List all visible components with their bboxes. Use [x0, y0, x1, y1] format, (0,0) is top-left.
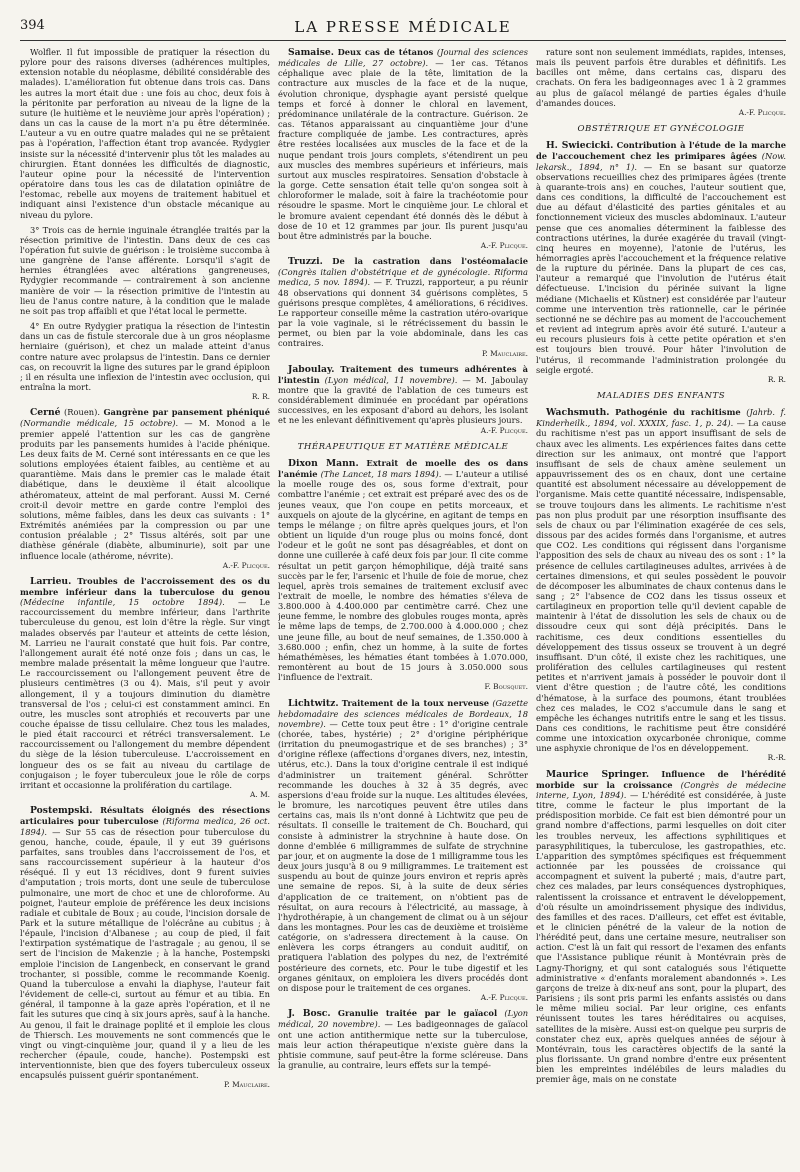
article-text: — L'auteur a utilisé la moelle rouge des os, sous forme d'extrait, pour combattre l'anémie ; cet extrait est préparé avec des os de jeunes veaux, que l'on coupe en petits morceaux, et auxquels on ajoute de la glycérine, en agitant de temps en temps le mélange ; on filtre après quelques jours, et l'on obtient un liquide d'un rouge plus ou moins foncé, dont l'odeur et le goût ne sont pas désagréables, et dont on donne une cuillerée à café deux fois par jour. Il cite comme résultat un petit garçon hémophilique, déjà traité sans succès par le fer, l'arsenic et l'huile de foie de morue, chez lequel, après trois semaines de traitement exclusif avec l'extrait de moelle, le nombre des hématies s'éleva de 3.800.000 à 4.400.000 par centimètre carré. Chez une jeune femme, le nombre des globules rouges monta, après le même laps de temps, de 2.700.000 à 4.000.000 ; chez une jeune fille, au bout de neuf semaines, de 1.350.000 à 3.680.000 ; enfin, chez un homme, à la suite de fortes hémathémèses, les hématies étant tombées à 1.070.000, remontèrent au bout de 15 jours à 3.050.000 sous l'influence de l'extrait. [278, 469, 528, 683]
article-title: Influence de l'hérédité morbide sur la croissance [536, 768, 786, 790]
article [278, 47, 528, 251]
article [536, 140, 786, 385]
article-author: Samaise. [288, 47, 334, 58]
article-source: (Journal des sciences médicales de Lille, 27 octobre). [278, 47, 528, 69]
article-author: Dixon Mann. [288, 457, 359, 469]
article [536, 47, 786, 118]
section-heading: THÉRAPEUTIQUE ET MATIÈRE MÉDICALE [297, 441, 509, 452]
article-source: (Normandie médicale, 15 octobre). [20, 418, 185, 429]
article-title: Granulie traitée par le gaïacol [337, 1008, 498, 1019]
article-author: Wachsmuth. [546, 407, 610, 419]
article-place: (Rouen). [60, 407, 104, 418]
article-body [278, 47, 528, 241]
article-signature: A.-F. Plicque. [480, 993, 528, 1003]
article-text: 4° En outre Rydygier pratiqua la résection de l'intestin dans un cas de fistule stercorale due à un gros néoplasme herniaire (guérison), et chez un malade atteint d'anus contre nature avec prolapsus de l'intestin. Dans ce dernier cas, on recouvrit la ligne des sutures par le grand épiploon ; il en résulta une inflexion de l'intestin avec occlusion, qui entraîna la mort. [20, 321, 270, 392]
section-heading: OBSTÉTRIQUE ET GYNÉCOLOGIE [577, 124, 745, 135]
article [278, 1008, 528, 1070]
article-text: rature sont non seulement immédiats, rapides, intenses, mais ils peuvent parfois être durables et définitifs. Les bacilles ont même, dans certains cas, disparu des crachats. On fera les badigeonnages avec 1 à 2 grammes au plus de gaïacol mélangé de parties égales d'huile d'amandes douces. [536, 47, 786, 108]
article-body [536, 47, 786, 108]
article-author: Postempski. [30, 805, 93, 817]
article-author: Cerné [30, 407, 61, 419]
article-source: (Riforma medica, 26 oct. 1894). [20, 816, 270, 837]
article-text: — M. Jaboulay montre que la gravité de l'ablation de ces tumeurs est considérablement diminuée en procédant par opérations successives, en les exposant d'abord au dehors, les isolant et ne les enlevant définitivement qu'après plusieurs jours. [278, 374, 528, 426]
article [278, 256, 528, 359]
section-heading: MALADIES DES ENFANTS [596, 391, 726, 401]
article-text: — M. Monod a le premier appelé l'attention sur les cas de gangrène produits par les pansements humides à l'acide phénique. Les deux faits de M. Cerné sont intéressants en ce que les solutions employées étaient faibles, au centième et au quarantième. Mais dans le premier cas le malade était diabétique, dans le deuxième il était alcoolique athéromateux, atteint de mal perforant. Aussi M. Cerné croit-il devoir mettre en garde contre l'emploi des solutions, même faibles, dans les deux cas suivants : 1° Extrémités anémiées par la compression ou par une contusion préalable ; 2° Tissus altérés, soit par une diathèse générale (diabète, albuminurie), soit par une influence locale (athérome, névrite). [20, 418, 270, 561]
article-author: Jaboulay. [288, 363, 335, 375]
article-author: Maurice Springer. [546, 768, 650, 780]
article-body [536, 140, 786, 375]
article-author: J. Bosc. [288, 1008, 331, 1020]
article-place [92, 805, 100, 815]
article-body [278, 458, 528, 682]
article-text: — En se basant sur quatorze observations recueillies chez des primipares âgées (trente à quarante-trois ans) en couches, l'auteur soutient que, dans ces conditions, la difficulté de l'accouchement est due au défaut d'élasticité des parties génitales et au fonctionnement vicieux des muscles abdominaux. L'auteur pense que ces anomalies déterminent la faiblesse des contractions utérines, la durée exagérée du travail (vingt-cinq heures en moyenne), l'atonie de l'utérus, les hémorragies après l'accouchement et la fréquence relative de la rupture du périnée. Dans la plupart de ces cas, l'auteur a remarqué que l'involution de l'utérus était défectueuse. L'incision du périnée suivant la ligne médiane (Michaelis et Küstner) est considérée par l'auteur comme une intervention très rationnelle, car le périnée sectionné ne se déchire pas au moment de l'accouchement et revient ad integrum après avoir été suturé. L'auteur a eu recours plusieurs fois à cette petite opération et s'en est toujours bien trouvé. Pour hâter l'involution de l'utérus, il recommande l'administration prolongée du seigle ergoté. [536, 161, 786, 375]
article-signature: P. Maucl​aire. [223, 1080, 270, 1090]
article-place [323, 256, 332, 266]
page-number: 394 [20, 18, 45, 33]
article [278, 698, 528, 1004]
article-source: (Congrès italien d'obstétrique et de gynécologie. Riforma medica, 5 nov. 1894). [278, 267, 528, 288]
page-header [20, 18, 786, 41]
article-signature: F. Bousquet. [484, 682, 528, 692]
article-body [278, 364, 528, 426]
article-source: (Now. lekarsk., 1894, n° 1). [536, 151, 786, 172]
article-title: Troubles de l'accroissement des os du membre inférieur dans la tuberculose du genou [20, 575, 270, 597]
article-signature: P. Mauclaire. [481, 348, 528, 358]
article-text: 3° Trois cas de hernie inguinale étranglée traités par la résection primitive de l'intestin. Dans deux de ces cas l'opération fut suivie de guérison : le troisième succomba à une gangrène de l'anse afférente. Lorsqu'il s'agit de hernies étranglées avec altérations gangreneuses, Rydygier recommande — contrairement à son ancienne manière de voir — la résection primitive de l'intestin au lieu de l'anus contre nature, à la condition que le malade ne soit pas trop affaibli et que l'état local le permette. [20, 224, 270, 316]
article-title: De la castration dans l'ostéomalacie [332, 256, 528, 267]
article-source: (Congrès de médecine interne, Lyon, 1894). [536, 779, 786, 800]
article-author: Truzzi. [288, 256, 323, 268]
article-source: (Lyon médical, 11 novembre). [319, 374, 463, 385]
columns [20, 47, 786, 1172]
article-text: Wolfler. Il fut impossible de pratiquer la résection du pylore pour des raisons diverses (adhérences multiples, extension notable du néoplasme, débilité considérable des malades). L'amélioration fut obtenue dans trois cas. Dans les autres la mort était due : une fois au choc, deux fois à la péritonite par perforation au niveau de la ligne de la suture (le huitième et le neuvième jour après l'opération) ; dans un cas la cause de la mort n'a pu être déterminée. L'auteur a vu en outre quatre malades qui ne se prêtaient pas à l'opération, l'affection étant trop avancée. Rydygier insiste sur la nécessité d'intervenir plus tôt les malades au chirurgien. Étant données les difficultés de diagnostic, l'auteur opine pour la nécessité de l'intervention opératoire dans tous les cas de dilatation opiniâtre de l'estomac, rebelle aux moyens de traitement habituel et indiquant ainsi l'existence d'un obstacle mécanique au niveau du pylore. [20, 47, 270, 220]
column-3 [536, 47, 786, 1172]
article-text: — 1er cas. Tétanos céphalique avec plaie de la tête, limitation de la contracture aux muscles de la face et de la nuque, évolution chronique, dysphagie ayant persisté quelque temps et forcé à donner le chloral en lavement, prédominance unilatérale de la contracture. Guérison. 2e cas. Tétanos apparaissant au cinquantième jour d'une fracture compliquée de jambe. Les contractures, après être restées localisées aux muscles de la face et de la nuque pendant trois jours complets, s'étendirent un peu aux muscles des membres supérieurs et inférieurs, mais surtout aux muscles respiratoires. Sensation d'obstacle à la gorge. Cette sensation était telle qu'on songea soit à chloroformer le malade, soit à faire la trachéotomie pour résoudre le spasme. Mort le cinquième jour. Le chloral et le bromure avaient cependant été donnés dès le début à dose de 10 et 12 grammes par jour. Ils purent jusqu'au bout être administrés par la bouche. [278, 58, 528, 241]
article-author: H. Swiecicki. [546, 140, 614, 152]
article-body [20, 576, 270, 790]
article-text: — F. Truzzi, rapporteur, a pu réunir 48 observations qui donnent 34 guérisons complètes, 5 guérisons presque complètes, 4 améliorations, 6 récidives. Le rapporteur conseille même la castration utéro-ovarique par la voie vaginale, si le rétrécissement du bassin le permet, ou bien par la voie abdominale, dans les cas contraires. [278, 277, 528, 349]
article-title: Contribution à l'étude de la marche de l'accouchement chez les primipares âgées [536, 140, 786, 162]
article [536, 407, 786, 763]
article-author: Larrieu. [30, 575, 72, 587]
article-text: — Sur 55 cas de résection pour tuberculose du genou, hanche, coude, épaule, il y eut 39 guérisons parfaites, sans troubles dans l'accroissement de l'os, et sans raccourcissement supérieur à la hauteur d'os réséqué. Il y eut 13 récidives, dont 9 furent suivies d'amputation ; trois morts, dont une seule de tuberculose pulmonaire, une mort de choc et une de chloroforme. Au poignet, l'auteur emploie de préférence les deux incisions radiale et cubitale de Boux ; au coude, l'incision dorsale de Park et la suture métallique de l'olécrâne au cubitus ; à l'épaule, l'incision d'Albanese ; au coup de pied, il fait l'extirpation systématique de l'astragale ; au genou, il se sert de l'incision de Makenzie ; à la hanche, Postempski emploie l'incision de Langenbeck, en conservant le grand trochanter, si possible, comme le recommande Koenig. Quand la tuberculose a envahi la diaphyse, l'auteur fait l'évidement de celle-ci, surtout au fémur et au tibia. En général, il tamponne à la gaze après l'opération, et il ne fait les sutures que cinq à six jours après, sauf à la hanche. Au genou, il fait le drainage poplité et il emploie les clous de Thiersch. Les mouvements ne sont commencés que le vingt ou vingt-cinquième jour, quand il y a lieu de les rechercher (épaule, coude, hanche). Postempski est interventionniste, bien que des foyers tuberculeux osseux encapsulés puissent guérir spontanément. [20, 826, 270, 1081]
column-1 [20, 47, 270, 1172]
article-title: Extrait de moelle des os dans l'anémie [278, 457, 528, 480]
article [278, 364, 528, 436]
article-signature: R.-R. [767, 753, 786, 763]
article-title: Traitement des tumeurs adhérentes à l'intestin [278, 363, 528, 385]
article-body [20, 321, 270, 392]
article-title: Traitement de la toux nerveuse [341, 697, 490, 708]
article-signature: A.-F. Plicque. [738, 107, 786, 117]
article-signature: A. M. [250, 790, 270, 800]
article-source: (Gazette hebdomadaire des sciences médicales de Bordeaux, 18 novembre). [278, 697, 528, 729]
article-place [331, 1008, 338, 1018]
article [20, 321, 270, 402]
article-title: Résultats éloignés des résections articulaires pour tuberculose [20, 805, 270, 827]
article-body [20, 47, 270, 220]
article [20, 407, 270, 571]
article-body [278, 256, 528, 348]
article [536, 769, 786, 1085]
article-source: (Jahrb. f. Kinderheilk., 1894, vol. XXXIX, fasc. 1, p. 24). [536, 407, 786, 429]
article-text: — La cause du rachitisme n'est pas un apport insuffisant de sels de chaux avec les aliments. Les expériences faites dans cette direction sur les animaux, ont montré que l'apport insuffisant de sels de chaux amène seulement un appauvrissement des os en chaux, dont une certaine quantité est absolument nécessaire au développement de l'organisme. Mais cette quantité nécessaire, indispensable, se trouve toujours dans les aliments. Le rachitisme n'est pas non plus produit par une résorption insuffisante des sels de chaux ou par l'élimination exagérée de ces sels, dissous par des acides formés dans l'organisme, et autres que CO2. Les conditions qui régissent dans l'organisme l'apposition des sels de chaux au niveau des os sont : 1° la présence de cellules cartilagineuses adultes, arrivées à de certaines dimensions, et qui seules possèdent le pouvoir de décomposer les albuminates de chaux contenus dans le sang ; 2° l'absence de CO2 dans les tissus osseux et cartilagineux en proportion telle qu'il devient capable de maintenir à l'état de dissolution les sels de chaux ou de dissoudre ceux qui sont déjà précipités. Dans le rachitisme, ces deux conditions essentielles du développement des tissus osseux se trouvent à un degré insuffisant. D'un côté, il existe chez les rachitiques, une prolifération des cellules cartilagineuses qui restent petites et n'arrivent jamais à posséder le pouvoir dont il vient d'être question ; de l'autre côté, les conditions d'hématose, à la surface des poumons, étant troublées chez ces malades, le CO2 s'accumule dans le sang et empêche les échanges nutritifs entre le sang et les tissus. Dans ces conditions, le rachitisme peut être considéré comme une intoxication oxycarbonée chronique, comme une asphyxie chronique de l'os en développement. [536, 418, 786, 754]
article-text: — Les badigeonnages de gaïacol ont une action antithermique nette sur la tuberculose, mais leur action thérapeutique n'existe guère dans la phtisie commune, sauf peut-être la forme scléreuse. Dans la granulie, au contraire, leurs effets sur la tempé- [278, 1019, 528, 1070]
article [20, 805, 270, 1090]
column-2 [278, 47, 528, 1172]
article-signature: A.-F. Plicque. [222, 560, 270, 570]
article-text: — L'hérédité est considérée, à juste titre, comme le facteur le plus important de la prédisposition morbide. Ce fait est bien démontré pour un grand nombre d'affections, parmi lesquelles on doit citer les troubles nerveux, les affections syphilitiques et parasyphilitiques, la tuberculose, les gastropathies, etc. L'apparition des symptômes spécifiques est fréquemment actionnée par les poussées de croissance qui accompagnent et suivent la puberté ; mais, d'autre part, chez ces malades, par leurs conséquences dystrophiques, ralentissent la croissance et entravent le développement, d'où résulte un amoindrissement physique des individus, des familles et des races. D'ailleurs, cet effet est évitable, et le clinicien pénétré de la valeur de la notion de l'hérédité peut, dans une certaine mesure, neutraliser son action. C'est là un fait qui ressort de l'examen des enfants que l'Assistance publique réunit à Montévrain près de Lagny-Thorigny, et qui sont catalogués sous l'étiquette administrative « d'enfants moralement abandonnés ». Les garçons de treize à dix-neuf ans sont, pour la plupart, des Parisiens ; ils sont pris parmi les enfants assistés ou dans le même milieu social. Par leur origine, ces enfants réunissent toutes les tares héréditaires ou acquises, satellites de la misère. Aussi est-on quelque peu surpris de constater chez eux, après quelques années de séjour à Montévrain, tous les caractères objectifs de la santé la plus florissante. Un grand nombre d'entre eux présentent bien les empreintes indélébiles de leurs maladies du premier âge, mais on ne constate [536, 789, 786, 1085]
article-text: — Le raccourcissement du membre inférieur, dans l'arthrite tuberculeuse du genou, est loin d'être la règle. Sur vingt malades observés par l'auteur et atteints de cette lésion, M. Larrieu ne l'aurait constaté que huit fois. Par contre, l'allongement aurait été noté onze fois ; dans un cas, le membre malade présentait la même longueur que l'autre. Le raccourcissement ou l'allongement peuvent être de plusieurs centimètres (3 ou 4). Mais, s'il peut y avoir allongement, il y a toujours diminution du diamètre transversal de l'os ; celui-ci est constamment aminci. En outre, les muscles sont atrophiés et recouverts par une couche épaisse de tissu cellulaire. Chez tous les malades, le pied était raccourci et rétréci transversalement. Le raccourcissement ou l'allongement du membre dépendent du siège de la lésion tuberculeuse. L'accroissement en longueur des os se fait au niveau du cartilage de conjugaison ; le foyer tuberculeux joue le rôle de corps irritant et occasionne la prolifération du cartilage. [20, 597, 270, 790]
article-body [20, 805, 270, 1080]
article-title: Gangrène par pansement phéniqué [103, 407, 270, 418]
article-title: Pathogénie du rachitisme [615, 407, 741, 418]
article-author: Lichtwitz. [288, 697, 339, 709]
article-signature: R. R. [251, 392, 270, 402]
journal-title: LA PRESSE MÉDICALE [294, 18, 512, 36]
article-source: (The Lancet, 18 mars 1894). [317, 469, 445, 480]
article-signature: A.-F. Plicque. [480, 425, 528, 435]
article [20, 576, 270, 800]
article-signature: A.-F. Plicque. [480, 240, 528, 250]
article-signature: R. R. [767, 374, 786, 384]
article-body [20, 225, 270, 316]
article-body [278, 698, 528, 994]
article-body [20, 407, 270, 560]
article-body [536, 769, 786, 1085]
article-body [536, 407, 786, 753]
article [20, 225, 270, 316]
article [278, 458, 528, 693]
article-text: — Cette toux peut être : 1° d'origine centrale (chorée, tabes, hystérie) ; 2° d'origine périphérique (irritation du pneumogastrique et de ses branches) ; 3° d'origine réflexe (affections d'organes divers, nez, intestin, utérus, etc.). Dans la toux d'origine centrale il est indiqué d'administrer un traitement général. Schrötter recommande les douches à 32 à 35 degrés, avec aspersions d'eau froide sur la nuque. Les altitudes élevées, le bromure, les narcotiques peuvent être utiles dans certains cas, mais ils n'ont donné à Lichtwitz que peu de résultats. Il conseille le traitement de Ch. Bouchard, qui consiste à administrer la strychnine à haute dose. On donne d'emblée 6 milligrammes de sulfate de strychnine par jour, et on augmente la dose de 1 milligramme tous les deux jours jusqu'à 8 ou 9 milligrammes. Le traitement est suspendu au bout de quinze jours environ et repris après une semaine de repos. Si, à la suite de deux séries d'application de ce traitement, on n'obtient pas de résultat, on aura recours à l'électricité, au massage, à l'hydrothérapie, à un changement de climat ou à un séjour dans les montagnes. Pour les cas de deuxième et troisième catégorie, on s'adressera directement à la cause. On enlèvera les corps étrangers au conduit auditif, on pratiquera l'ablation des polypes du nez, de l'extrémité postérieure des cornets, etc. Pour le tube digestif et les organes génitaux, on emploiera les divers procédés dont on dispose pour le traitement de ces organes. [278, 718, 528, 993]
article-source: (Lyon médical, 20 novembre). [278, 1008, 528, 1030]
article-source: (Médecine infantile, 15 octobre 1894). [20, 597, 239, 608]
article-body [278, 1008, 528, 1070]
article-place [649, 769, 661, 779]
article [20, 47, 270, 220]
article-title: Deux cas de tétanos [337, 47, 434, 57]
